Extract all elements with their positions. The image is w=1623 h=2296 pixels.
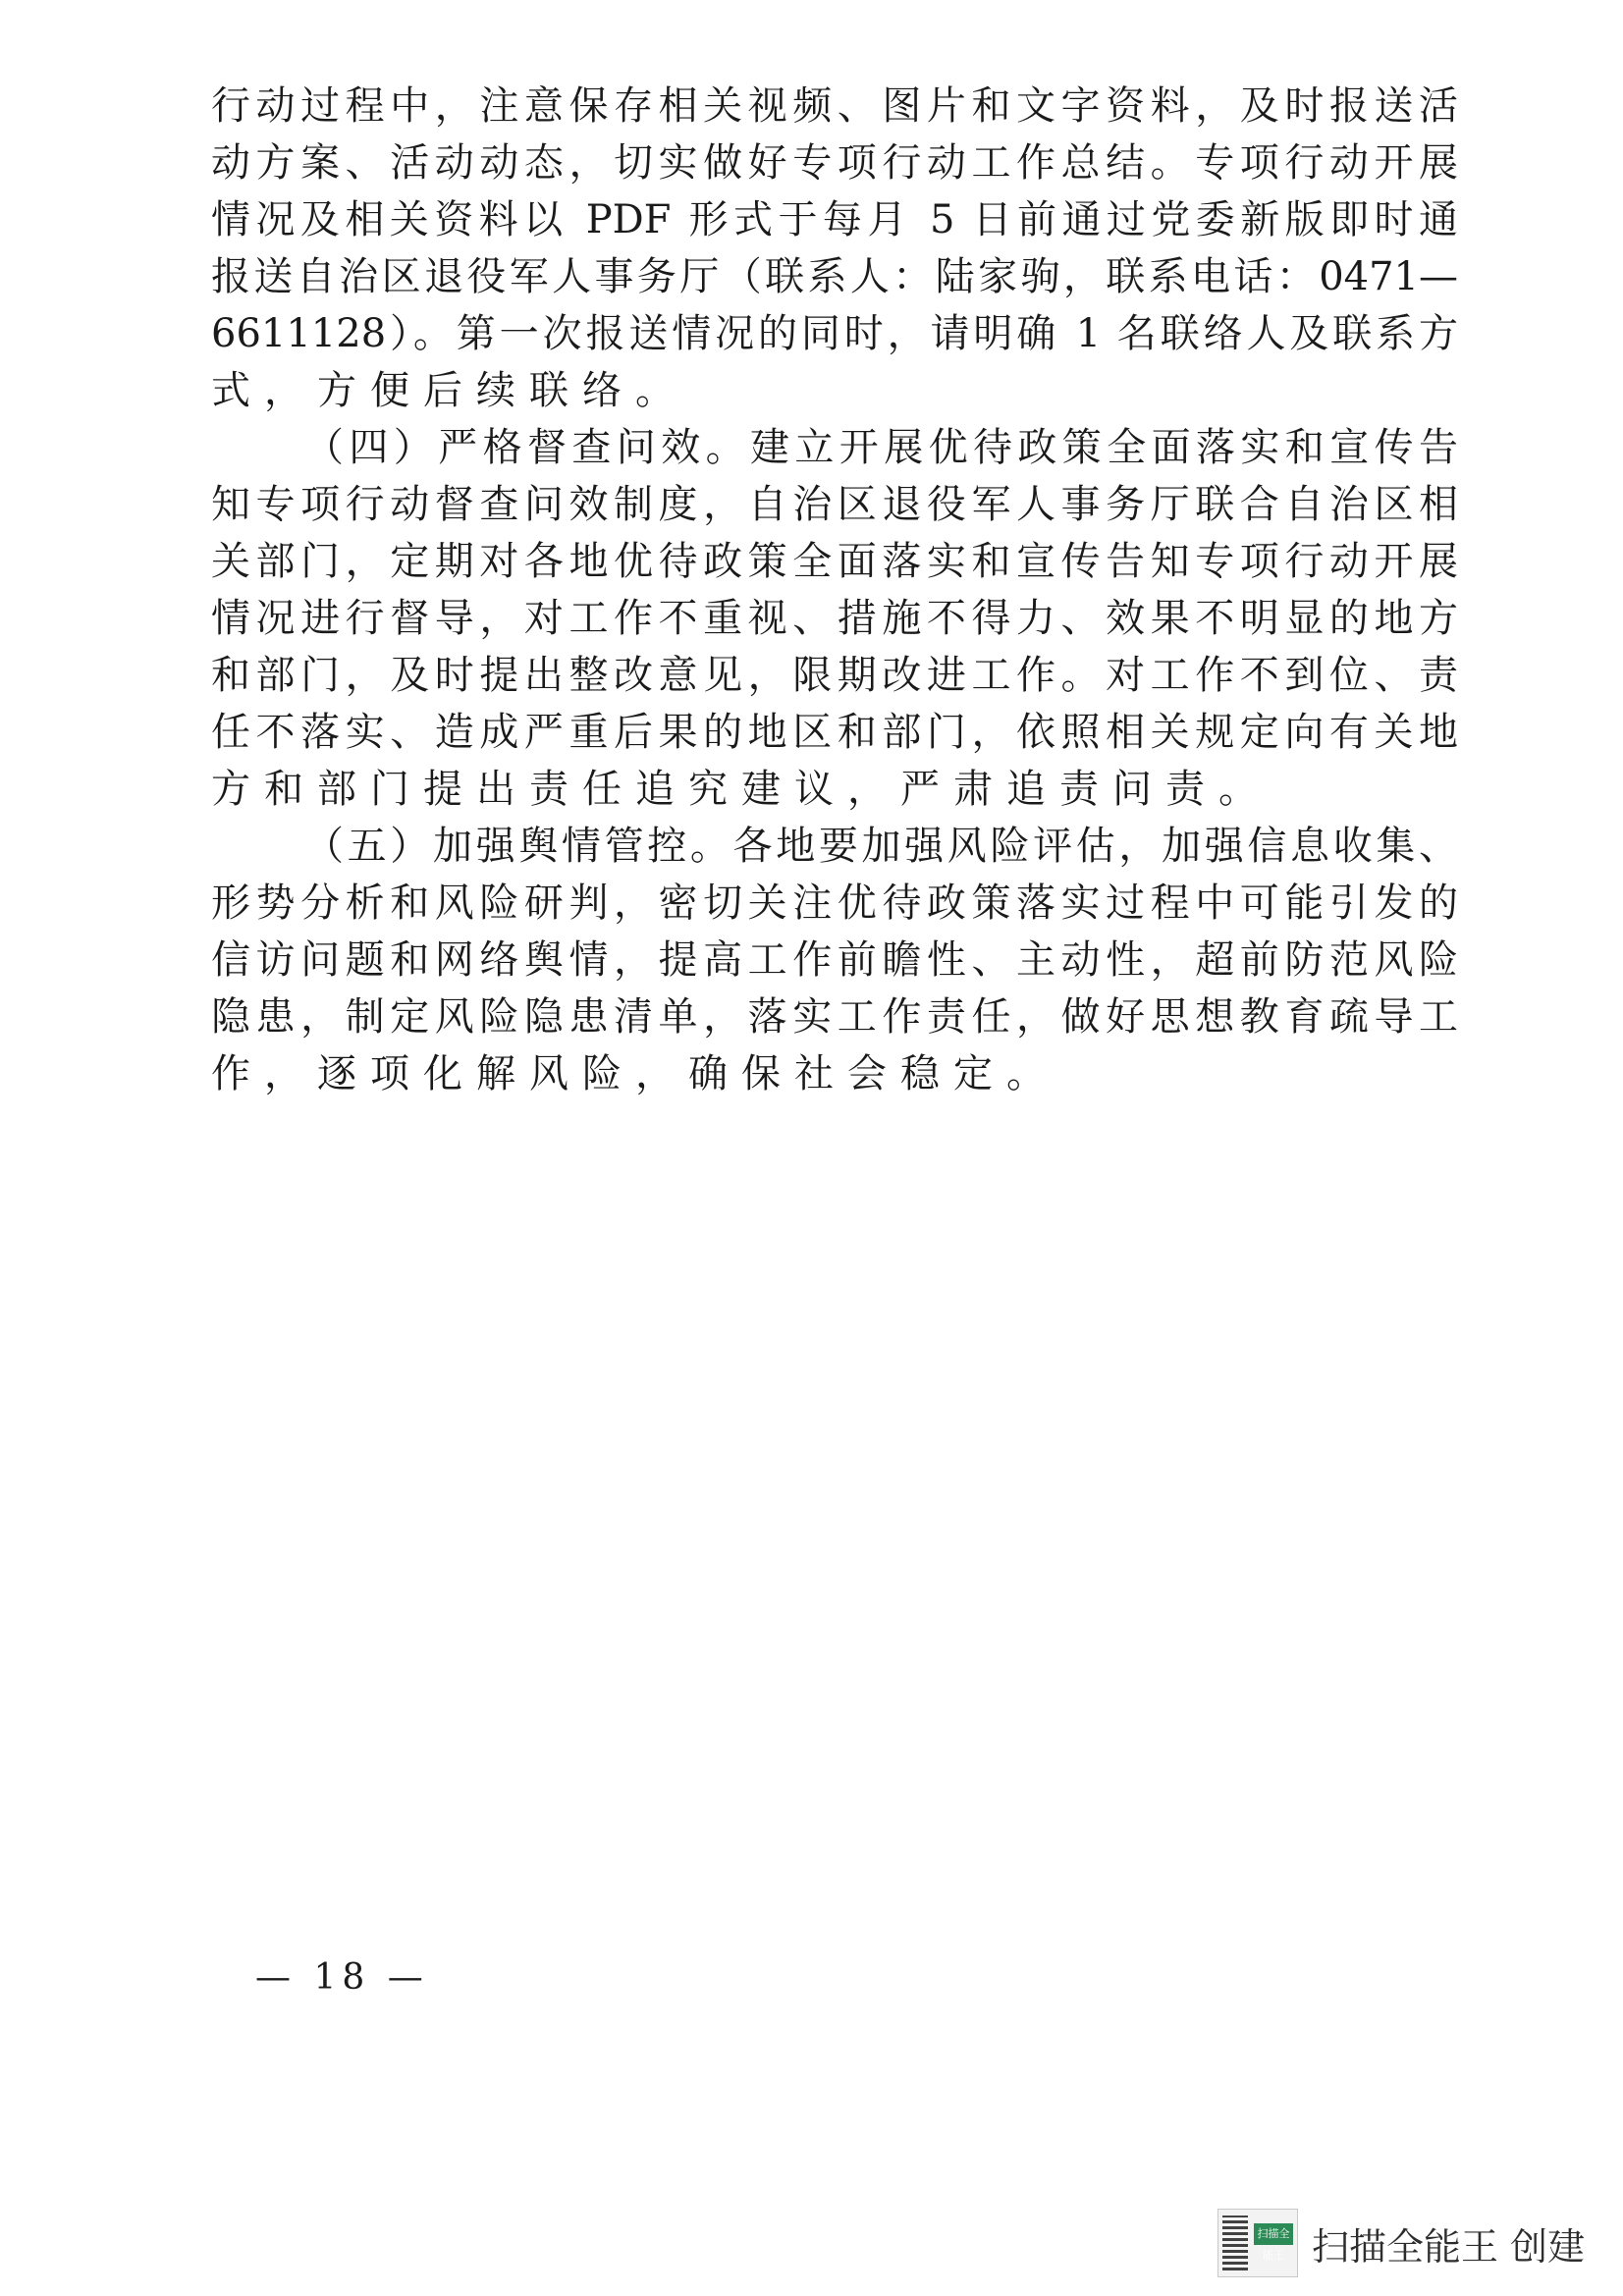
body-line-4: 报送自治区退役军人事务厅（联系人：陆家驹，联系电话：0471— xyxy=(211,254,1458,299)
scanner-watermark xyxy=(1217,2209,1585,2277)
body-line-18: 作，逐项化解风险，确保社会稳定。 xyxy=(211,1051,1059,1096)
section-four-heading-line: （四）严格督查问效。建立开展优待政策全面落实和宣传告 xyxy=(304,425,1458,470)
scanner-logo-icon xyxy=(1217,2209,1298,2277)
body-line-17: 隐患，制定风险隐患清单，落实工作责任，做好思想教育疏导工 xyxy=(211,994,1458,1040)
qr-code-icon xyxy=(1222,2216,1248,2270)
body-line-8: 知专项行动督查问效制度，自治区退役军人事务厅联合自治区相 xyxy=(211,482,1458,527)
body-line-12: 任不落实、造成严重后果的地区和部门，依照相关规定向有关地 xyxy=(211,710,1458,755)
watermark-text: 扫描全能王 创建 xyxy=(1312,2224,1586,2269)
body-line-16: 信访问题和网络舆情，提高工作前瞻性、主动性，超前防范风险 xyxy=(211,937,1458,983)
body-line-11: 和部门，及时提出整改意见，限期改进工作。对工作不到位、责 xyxy=(211,653,1458,698)
body-line-5: 6611128）。第一次报送情况的同时，请明确 1 名联络人及联系方 xyxy=(211,311,1458,356)
body-line-13: 方和部门提出责任追究建议，严肃追责问责。 xyxy=(211,767,1271,812)
scanner-badge: 扫描全能王 xyxy=(1254,2223,1293,2245)
body-line-2: 动方案、活动动态，切实做好专项行动工作总结。专项行动开展 xyxy=(211,140,1458,186)
section-five-heading-line: （五）加强舆情管控。各地要加强风险评估，加强信息收集、 xyxy=(304,824,1458,869)
body-line-15: 形势分析和风险研判，密切关注优待政策落实过程中可能引发的 xyxy=(211,881,1458,926)
body-line-6: 式，方便后续联络。 xyxy=(211,368,688,413)
body-line-1: 行动过程中，注意保存相关视频、图片和文字资料，及时报送活 xyxy=(211,83,1458,129)
page-number: — 18 — xyxy=(255,1957,429,1998)
body-line-3: 情况及相关资料以 PDF 形式于每月 5 日前通过党委新版即时通 xyxy=(211,197,1458,242)
body-line-10: 情况进行督导，对工作不重视、措施不得力、效果不明显的地方 xyxy=(211,596,1458,641)
body-line-9: 关部门，定期对各地优待政策全面落实和宣传告知专项行动开展 xyxy=(211,539,1458,584)
